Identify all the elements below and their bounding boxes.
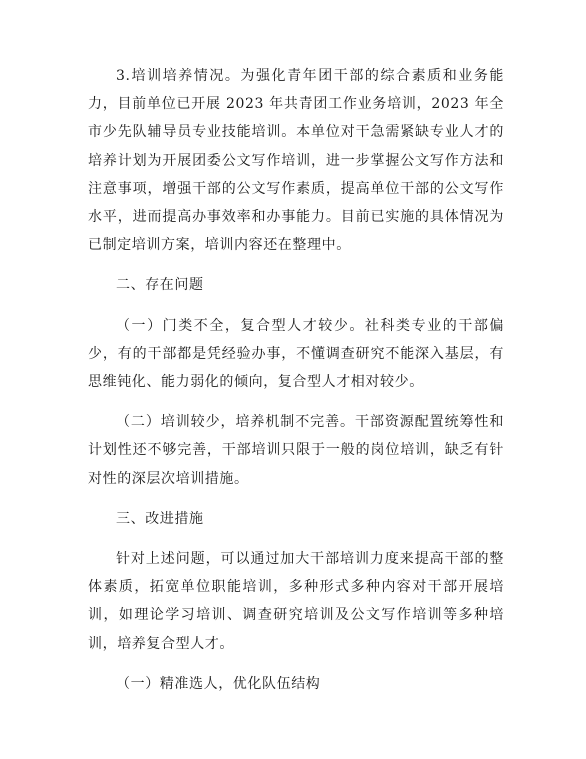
paragraph-training-status: 3.培训培养情况。为强化青年团干部的综合素质和业务能力，目前单位已开展 2023 年共青团工作业务培训，2023 年全市少先队辅导员专业技能培训。本单位对干急需紧缺专业人才的培养计划为开展团委公文写作培训，进一步掌握公文写作方法和注意事项，增强干部的公文写作素质，提高单位干部的公文写作水平，进而提高办事效率和办事能力。目前已实施的具体情况为已制定培训方案，培训内容还在整理中。 bbox=[88, 68, 504, 254]
paragraph-measures-intro: 针对上述问题，可以通过加大干部培训力度来提高干部的整体素质，拓宽单位职能培训，多种形式多种内容对干部开展培训，如理论学习培训、调查研究培训及公文写作培训等多种培训，培养复合型人才。 bbox=[88, 551, 504, 652]
document-page bbox=[88, 62, 504, 698]
paragraph-problem-2: （二）培训较少，培养机制不完善。干部资源配置统筹性和计划性还不够完善，干部培训只限于一般的岗位培训，缺乏有针对性的深层次培训措施。 bbox=[88, 414, 504, 487]
spacer bbox=[88, 396, 504, 408]
section-heading-measures: 三、改进措施 bbox=[116, 510, 204, 527]
subheading-precise-selection: （一）精准选人，优化队伍结构 bbox=[116, 675, 321, 692]
spacer bbox=[88, 259, 504, 271]
spacer bbox=[88, 533, 504, 545]
spacer bbox=[88, 300, 504, 312]
paragraph-problem-1: （一）门类不全，复合型人才较少。社科类专业的干部偏少，有的干部都是凭经验办事，不懂调查研究不能深入基层，有思维钝化、能力弱化的倾向，复合型人才相对较少。 bbox=[88, 317, 504, 391]
spacer bbox=[88, 493, 504, 505]
section-heading-problems: 二、存在问题 bbox=[116, 277, 204, 294]
spacer bbox=[88, 658, 504, 670]
